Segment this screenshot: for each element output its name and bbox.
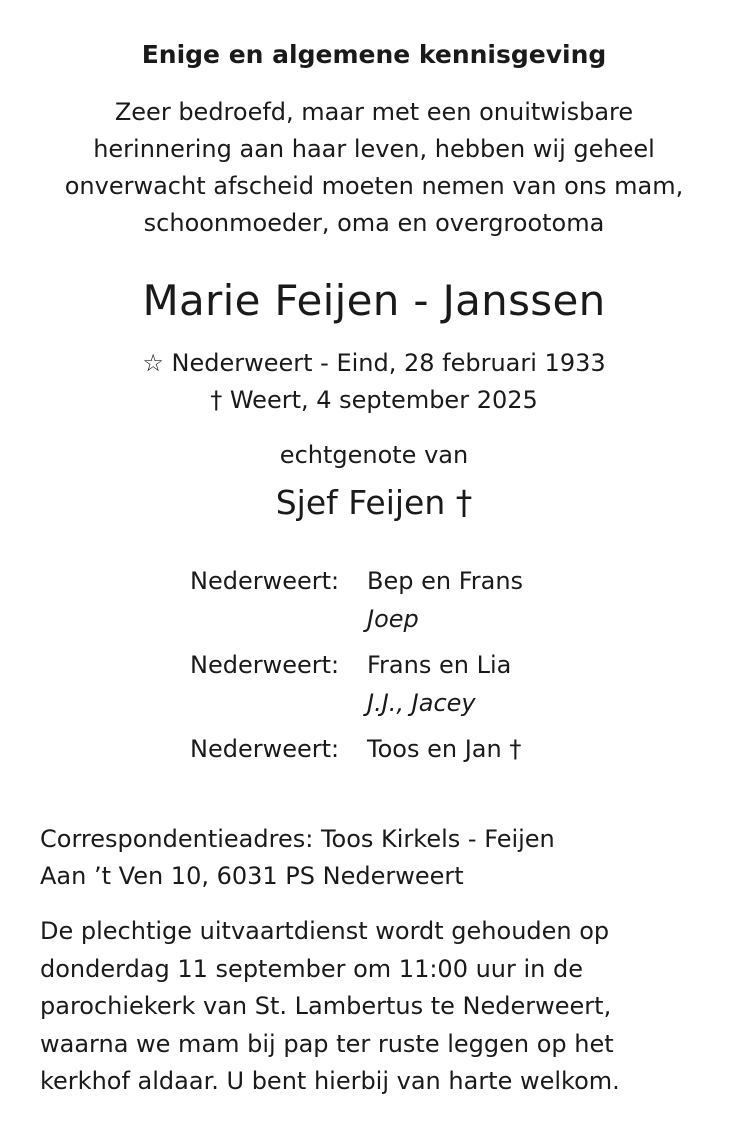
family-children: Joep [367,605,419,633]
birth-line: ☆ Nederweert - Eind, 28 februari 1933 [142,349,606,377]
correspondence-address [40,821,730,895]
family-row [190,729,610,769]
intro-line: herinnering aan haar leven, hebben wij geheel [93,135,655,163]
spouse-name: Sjef Feijen † [275,483,473,522]
death-line: † Weert, 4 september 2025 [210,386,538,414]
family-row [190,645,610,685]
family-names: Bep en Frans [367,567,524,595]
notice-heading: Enige en algemene kennisgeving [141,40,607,69]
spouse-label: echtgenote van [279,441,469,469]
service-line: parochiekerk van St. Lambertus te Nederweert, [40,992,612,1020]
family-names: Toos en Jan † [367,735,522,763]
family-names: Frans en Lia [367,651,512,679]
service-line: De plechtige uitvaartdienst wordt gehouden op [40,917,610,945]
family-place: Nederweert: [190,735,340,763]
service-line: donderdag 11 september om 11:00 uur in de [40,954,584,983]
family-row [190,561,610,601]
intro-text [0,94,748,242]
family-place: Nederweert: [190,567,340,595]
family-place: Nederweert: [190,651,340,679]
service-line: kerkhof aldaar. U bent hierbij van harte welkom. [40,1067,620,1095]
family-list [190,561,610,769]
service-line: waarna we mam bij pap ter ruste leggen op het [40,1029,614,1058]
family-children: J.J., Jacey [367,689,476,717]
service-info [40,913,740,1101]
correspondence-line: Correspondentieadres: Toos Kirkels - Feijen [40,825,555,853]
intro-line: onverwacht afscheid moeten nemen van ons mam, [64,172,684,200]
intro-line: Zeer bedroefd, maar met een onuitwisbare [114,98,634,126]
intro-line: schoonmoeder, oma en overgrootoma [143,209,605,237]
deceased-name: Marie Feijen - Janssen [142,276,606,325]
correspondence-line: Aan ’t Ven 10, 6031 PS Nederweert [40,862,464,890]
life-dates [0,345,748,419]
